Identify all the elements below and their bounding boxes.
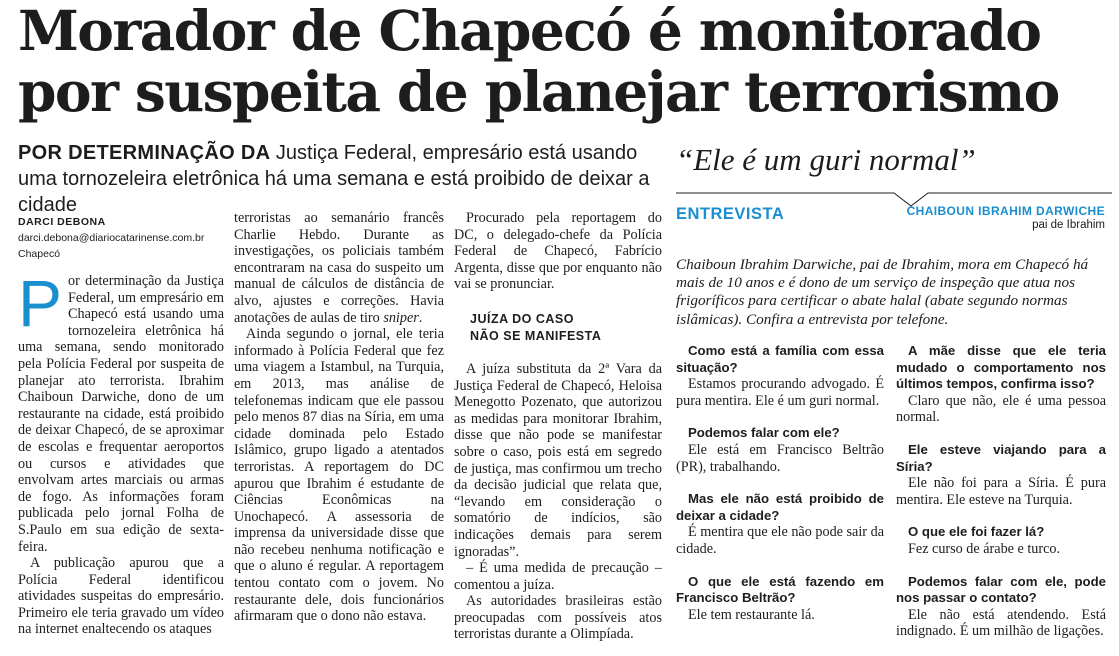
answer: Ele tem restaurante lá. xyxy=(688,606,815,623)
deck xyxy=(18,140,668,218)
deck-text: Justiça Federal, empresário está usando uma tornozeleira eletrônica há uma semana e está proibido de deixar a cidade xyxy=(18,142,650,216)
qa-item xyxy=(896,442,1106,508)
qa-column-left xyxy=(676,343,884,639)
qa-item xyxy=(896,574,1106,640)
qa-item xyxy=(896,343,1106,426)
speaker-name: CHAIBOUN IBRAHIM DARWICHE xyxy=(906,204,1105,218)
question: O que ele está fazendo em Francisco Beltrão? xyxy=(676,573,884,606)
answer: É mentira que ele não pode sair da cidade. xyxy=(676,524,884,557)
byline-location: Chapecó xyxy=(18,248,61,260)
article-paragraph: – É uma medida de precaução – comentou a juíza. xyxy=(454,560,662,593)
answer: Estamos procurando advogado. É pura mentira. Ele é um guri normal. xyxy=(676,376,884,409)
speaker xyxy=(907,204,1105,231)
pull-quote: “Ele é um guri normal” xyxy=(676,142,976,177)
drop-cap: P xyxy=(18,266,63,340)
question: Mas ele não está proibido de deixar a cidade? xyxy=(676,491,884,523)
qa-item xyxy=(896,524,1106,557)
byline-author: DARCI DEBONA xyxy=(18,216,106,228)
question: A mãe disse que ele teria mudado o comportamento nos últimos tempos, confirma isso? xyxy=(896,343,1106,392)
qa-item xyxy=(676,574,884,624)
article-paragraph: As autoridades brasileiras estão preocupadas com possíveis atos terroristas durante a Olimpíada. xyxy=(454,593,662,643)
byline xyxy=(18,214,228,262)
answer: Claro que não, ele é uma pessoa normal. xyxy=(896,392,1106,426)
article-paragraph: Por determinação da Justiça Federal, um empresário em Chapecó está usando uma tornozeleira eletrônica há uma semana, sendo monitorado pela Polícia Federal por suspeita de planejar ato terrorista. Ibrahim Chaiboun Darwiche, dono de um restaurante na cidade, está proibido de deixar Chapecó, de se aproximar de escolas e frequentar aeroportos ou cursos e atividades que envolvam artes marciais ou armas de fogo. As informações foram publicada pelo jornal Folha de S.Paulo em sua edição de sexta-feira. xyxy=(18,266,224,555)
section-label: ENTREVISTA xyxy=(676,205,785,223)
question: O que ele foi fazer lá? xyxy=(908,524,1045,540)
qa-item xyxy=(676,425,884,475)
answer: Fez curso de árabe e turco. xyxy=(908,540,1061,557)
article-paragraph: terroristas ao semanário francês Charlie Hebdo. Durante as investigações, os policiais também encontraram na casa do suspeito um manual de cálculos de distância de alvo, ajustes e correções. Havia anotações de aulas de tiro sniper. xyxy=(234,210,444,326)
question: Podemos falar com ele? xyxy=(688,425,840,441)
qa-item xyxy=(676,491,884,557)
answer: Ele não está atendendo. Está indignado. É um milhão de ligações. xyxy=(896,606,1106,640)
article-paragraph: Ainda segundo o jornal, ele teria informado à Polícia Federal que fez uma viagem a Istambul, na Turquia, em 2013, mas análise de telefonemas indicam que ele passou pelo menos 87 dias na Síria, em uma cidade dominada pelo Estado Islâmico, grupo ligado a atentados terroristas. A reportagem do DC apurou que Ibrahim é estudante de Ciências Econômicas na Unochapecó. A assessoria de imprensa da universidade disse que não recebeu nenhuma notificação e que o aluno é regular. A reportagem tentou contato com o jovem. No restaurante dele, dois funcionários afirmaram que o dono não estava. xyxy=(234,326,444,625)
headline: Morador de Chapecó é monitorado por suspeita de planejar terrorismo xyxy=(18,0,1059,124)
article-column-2 xyxy=(234,210,444,625)
question: Podemos falar com ele, pode nos passar o contato? xyxy=(896,573,1106,606)
answer: Ele está em Francisco Beltrão (PR), trabalhando. xyxy=(676,441,884,475)
article-column-3 xyxy=(454,210,662,643)
article-paragraph: A juíza substituta da 2ª Vara da Justiça Federal de Chapecó, Heloisa Menegotto Pozenato, que autorizou as medidas para monitorar Ibrahim, disse que não pode se manifestar sobre o caso, pois está em segredo de justiça, mas confirmou um trecho da decisão judicial que relata que, “levando em consideração o somatório de indícios, são indicações demais para serem ignoradas”. xyxy=(454,360,662,560)
article-column-1 xyxy=(18,266,224,638)
article-paragraph: A publicação apurou que a Polícia Federal identificou atividades suspeitas do empresário. Primeiro ele teria gravado um vídeo na internet enaltecendo os ataques xyxy=(18,555,224,638)
question: Como está a família com essa situação? xyxy=(676,343,884,375)
answer: Ele não foi para a Síria. É pura mentira. Ele esteve na Turquia. xyxy=(896,475,1106,508)
interview-intro: Chaiboun Ibrahim Darwiche, pai de Ibrahim, mora em Chapecó há mais de 10 anos e é dono de um serviço de inspeção que atua nos frigoríficos para certificar o abate halal (abate segundo normas islâmicas). Confira a entrevista por telefone. xyxy=(676,256,1089,328)
subhead: JUÍZA DO CASO NÃO SE MANIFESTA xyxy=(470,311,602,343)
byline-email[interactable]: darci.debona@diariocatarinense.com.br xyxy=(18,232,205,244)
qa-item xyxy=(676,343,884,409)
question: Ele esteve viajando para a Síria? xyxy=(896,441,1106,474)
speaker-role: pai de Ibrahim xyxy=(1032,219,1105,231)
article-paragraph: Procurado pela reportagem do DC, o delegado-chefe da Polícia Federal de Chapecó, Fabrício Argenta, disse que por enquanto não vai se pronunciar. xyxy=(454,210,662,293)
qa-column-right xyxy=(896,343,1106,656)
deck-lead: POR DETERMINAÇÃO DA xyxy=(18,142,271,164)
